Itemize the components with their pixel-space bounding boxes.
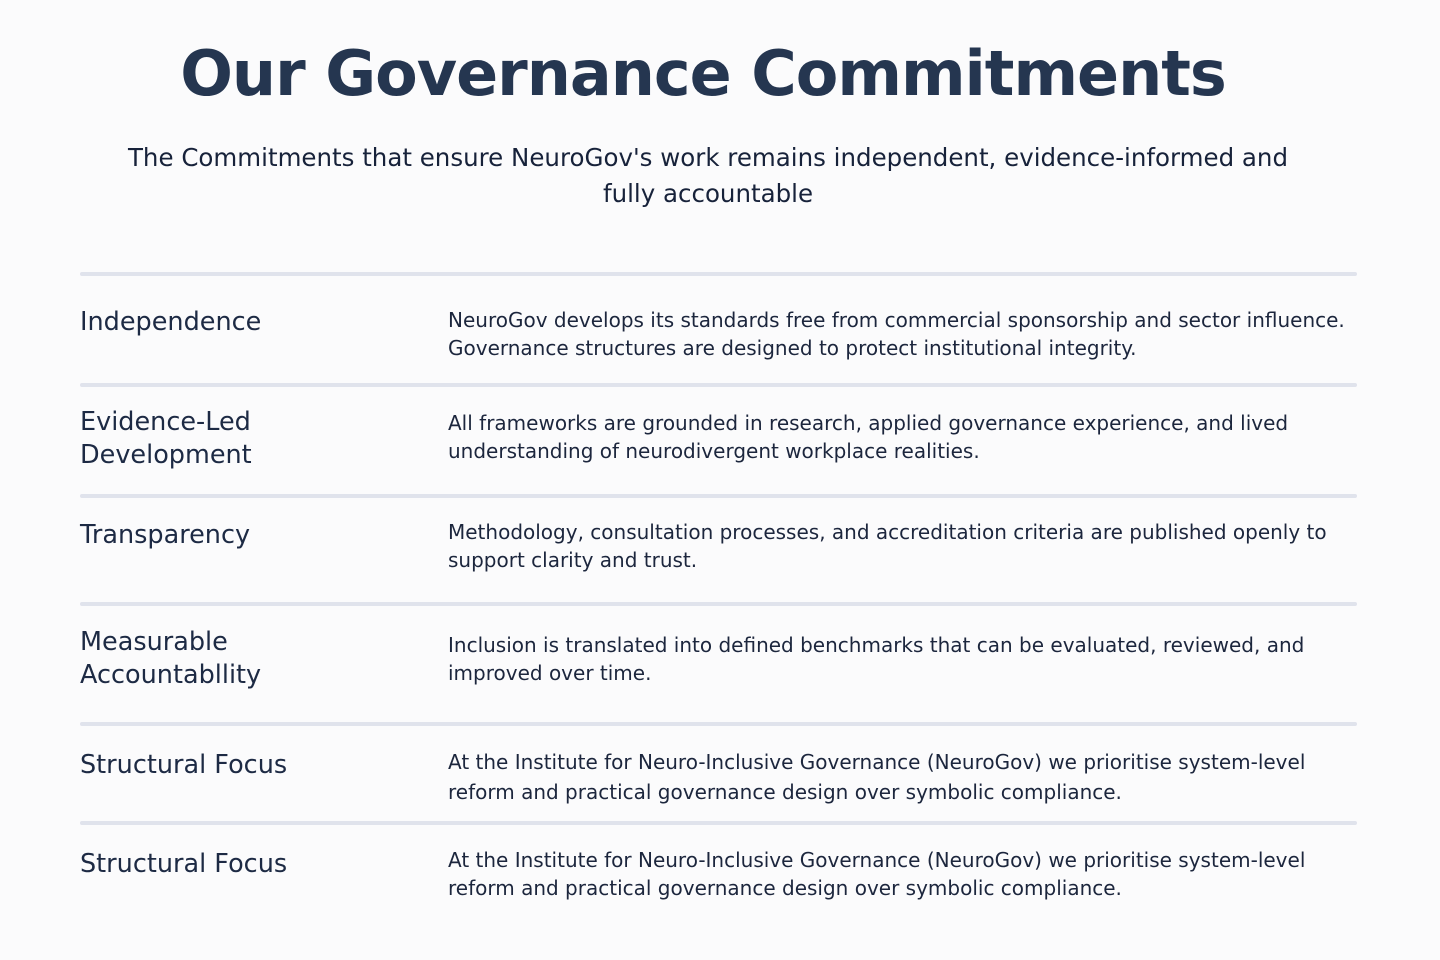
- commitment-description-structural-focus-repeat: At the Institute for Neuro-Inclusive Governance (NeuroGov) we prioritise system-level reform and practical governance design over symbolic compliance.: [448, 848, 1306, 900]
- commitment-term-structural-focus: Structural Focus: [80, 750, 288, 780]
- commitment-description-evidence-led: All frameworks are grounded in research, applied governance experience, and lived understanding of neurodivergent workplace realities.: [448, 411, 1289, 463]
- divider: [80, 821, 1357, 825]
- commitment-term-independence: Independence: [80, 307, 262, 337]
- page-title: Our Governance Commitments: [180, 37, 1226, 110]
- commitment-term-transparency: Transparency: [80, 520, 251, 550]
- divider: [80, 383, 1357, 387]
- commitment-description-transparency: Methodology, consultation processes, and accreditation criteria are published openly to support clarity and trust.: [448, 520, 1327, 572]
- divider: [80, 602, 1357, 606]
- divider: [80, 272, 1357, 276]
- commitment-description-independence: NeuroGov develops its standards free from commercial sponsorship and sector influence. Governance structures are designed to protect institutional integrity.: [448, 308, 1345, 360]
- page-subtitle: The Commitments that ensure NeuroGov's work remains independent, evidence-informed and fully accountable: [127, 143, 1289, 208]
- commitment-description-accountability: Inclusion is translated into defined benchmarks that can be evaluated, reviewed, and improved over time.: [448, 633, 1305, 685]
- divider: [80, 494, 1357, 498]
- commitment-description-structural-focus: At the Institute for Neuro-Inclusive Governance (NeuroGov) we prioritise system-level reform and practical governance design over symbolic compliance.: [448, 750, 1306, 804]
- commitment-term-structural-focus-repeat: Structural Focus: [80, 849, 288, 879]
- commitment-term-evidence-led: Evidence-Led Development: [80, 407, 252, 470]
- commitment-term-accountability: Measurable Accountabllity: [80, 627, 262, 690]
- divider: [80, 722, 1357, 726]
